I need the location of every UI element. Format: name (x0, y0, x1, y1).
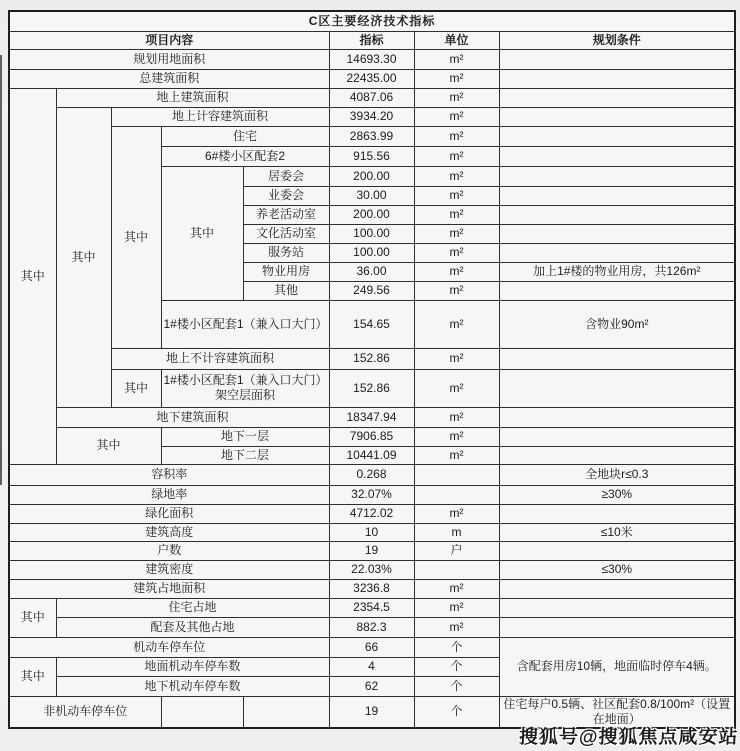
cell-value: 10441.09 (329, 446, 414, 464)
cell-unit: m² (414, 407, 499, 427)
cell-condition (499, 369, 735, 407)
cell-value: 10 (329, 523, 414, 541)
cell-unit (414, 464, 499, 485)
cell-condition (499, 146, 735, 166)
cell-unit: 个 (414, 657, 499, 676)
cell-condition (499, 348, 735, 369)
cell-value: 7906.85 (329, 427, 414, 446)
cell-unit: m² (414, 427, 499, 446)
cell-condition (499, 617, 735, 637)
cell-value: 0.268 (329, 464, 414, 485)
cell-condition (499, 427, 735, 446)
cell-condition: 全地块r≤0.3 (499, 464, 735, 485)
cell-item (161, 369, 329, 407)
table-row (9, 107, 735, 126)
cell-item: 机动车停车位 (9, 637, 329, 657)
table-row (9, 637, 735, 657)
cell-value: 152.86 (329, 348, 414, 369)
cell-item: 业委会 (243, 186, 329, 205)
cell-value: 249.56 (329, 281, 414, 300)
cell-unit: m² (414, 166, 499, 186)
cell-unit: 个 (414, 676, 499, 696)
cell-value: 30.00 (329, 186, 414, 205)
cell-unit: m² (414, 107, 499, 126)
cell-unit: m² (414, 598, 499, 617)
cell-value: 4087.06 (329, 88, 414, 107)
cell-value: 36.00 (329, 262, 414, 281)
cell-item: 地上不计容建筑面积 (111, 348, 329, 369)
cell-unit: m² (414, 69, 499, 88)
group-label-of-which: 其中 (9, 598, 56, 637)
cell-condition: ≤10米 (499, 523, 735, 541)
cell-item: 规划用地面积 (9, 49, 329, 69)
cell-unit: m² (414, 369, 499, 407)
cell-value: 22.03% (329, 560, 414, 579)
cell-item: 文化活动室 (243, 224, 329, 243)
cell-condition (499, 49, 735, 69)
cell-unit: m² (414, 88, 499, 107)
cell-value: 154.65 (329, 300, 414, 348)
cell-value: 66 (329, 637, 414, 657)
cell-value: 915.56 (329, 146, 414, 166)
cell-item: 户数 (9, 541, 329, 560)
cell-condition (499, 107, 735, 126)
table-row (9, 427, 735, 446)
cell-unit: m² (414, 243, 499, 262)
table-header-row (9, 31, 735, 49)
cell-value: 22435.00 (329, 69, 414, 88)
cell-unit: m² (414, 186, 499, 205)
cell-condition (499, 579, 735, 598)
table-row (9, 485, 735, 504)
cell-unit (414, 485, 499, 504)
table-row (9, 541, 735, 560)
cell-item: 其他 (243, 281, 329, 300)
cell-item: 地上建筑面积 (56, 88, 329, 107)
group-label-of-which: 其中 (161, 166, 243, 300)
cell-condition (499, 224, 735, 243)
cell-value: 4 (329, 657, 414, 676)
table-row (9, 369, 735, 407)
cell-condition (499, 166, 735, 186)
cell-item: 绿化面积 (9, 504, 329, 523)
cell-item: 建筑高度 (9, 523, 329, 541)
cell-unit (414, 560, 499, 579)
table-title: C区主要经济技术指标 (9, 11, 735, 31)
cell-item: 住宅 (161, 126, 329, 146)
cell-condition (499, 69, 735, 88)
table-row (9, 88, 735, 107)
cell-unit: m (414, 523, 499, 541)
cell-item: 住宅占地 (56, 598, 329, 617)
cell-unit: m² (414, 262, 499, 281)
cell-empty (243, 696, 329, 728)
cell-unit: m² (414, 579, 499, 598)
column-header-value: 指标 (329, 31, 414, 49)
cell-condition: ≥30% (499, 485, 735, 504)
cell-condition: 加上1#楼的物业用房，共126m² (499, 262, 735, 281)
cell-unit: m² (414, 49, 499, 69)
table-row (9, 504, 735, 523)
photo-scan-edge (0, 55, 2, 485)
cell-unit: 个 (414, 696, 499, 728)
cell-condition (499, 281, 735, 300)
table-row (9, 126, 735, 146)
cell-value: 14693.30 (329, 49, 414, 69)
column-header-unit: 单位 (414, 31, 499, 49)
cell-value: 3236.8 (329, 579, 414, 598)
cell-unit: m² (414, 281, 499, 300)
cell-value: 152.86 (329, 369, 414, 407)
cell-item: 建筑占地面积 (9, 579, 329, 598)
cell-condition: 含物业90m² (499, 300, 735, 348)
cell-empty (161, 696, 243, 728)
cell-condition: ≤30% (499, 560, 735, 579)
watermark: 搜狐号@搜狐焦点咸安站 (519, 727, 740, 748)
table-row (9, 523, 735, 541)
group-label-of-which: 其中 (111, 369, 161, 407)
table-row (9, 407, 735, 427)
table-row (9, 49, 735, 69)
cell-value: 200.00 (329, 166, 414, 186)
cell-condition: 住宅每户0.5辆、社区配套0.8/100m²（设置在地面） (499, 696, 735, 728)
cell-value: 19 (329, 541, 414, 560)
cell-value: 2354.5 (329, 598, 414, 617)
cell-unit: m² (414, 205, 499, 224)
cell-unit: 个 (414, 637, 499, 657)
cell-value: 100.00 (329, 224, 414, 243)
table-row (9, 348, 735, 369)
cell-item: 总建筑面积 (9, 69, 329, 88)
table-row (9, 464, 735, 485)
cell-item: 绿地率 (9, 485, 329, 504)
cell-unit: m² (414, 224, 499, 243)
cell-unit: m² (414, 146, 499, 166)
cell-item-line1: 1#楼小区配套1（兼入口大门） (163, 373, 328, 387)
cell-value: 100.00 (329, 243, 414, 262)
cell-condition (499, 186, 735, 205)
cell-condition: 含配套用房10辆，地面临时停车4辆。 (499, 637, 735, 696)
table-row (9, 69, 735, 88)
group-label-of-which: 其中 (56, 427, 161, 464)
column-header-item: 项目内容 (9, 31, 329, 49)
cell-item: 容积率 (9, 464, 329, 485)
cell-item: 养老活动室 (243, 205, 329, 224)
cell-item: 地下二层 (161, 446, 329, 464)
cell-item: 地面机动车停车数 (56, 657, 329, 676)
cell-condition (499, 243, 735, 262)
cell-item: 居委会 (243, 166, 329, 186)
table-row (9, 617, 735, 637)
cell-item: 6#楼小区配套2 (161, 146, 329, 166)
cell-unit: m² (414, 300, 499, 348)
cell-item: 建筑密度 (9, 560, 329, 579)
cell-item: 配套及其他占地 (56, 617, 329, 637)
cell-condition (499, 126, 735, 146)
group-label-of-which: 其中 (111, 126, 161, 348)
cell-value: 882.3 (329, 617, 414, 637)
cell-value: 2863.99 (329, 126, 414, 146)
cell-value: 32.07% (329, 485, 414, 504)
cell-condition (499, 407, 735, 427)
cell-value: 62 (329, 676, 414, 696)
group-label-of-which: 其中 (9, 88, 56, 464)
cell-condition (499, 541, 735, 560)
cell-item: 非机动车停车位 (9, 696, 161, 728)
cell-condition (499, 88, 735, 107)
cell-value: 200.00 (329, 205, 414, 224)
cell-item: 服务站 (243, 243, 329, 262)
cell-value: 3934.20 (329, 107, 414, 126)
cell-value: 19 (329, 696, 414, 728)
cell-value: 4712.02 (329, 504, 414, 523)
cell-item-line2: 架空层面积 (214, 388, 275, 402)
cell-item: 地上计容建筑面积 (111, 107, 329, 126)
cell-unit: m² (414, 504, 499, 523)
table-row (9, 560, 735, 579)
table-row (9, 598, 735, 617)
cell-condition (499, 205, 735, 224)
cell-condition (499, 446, 735, 464)
column-header-condition: 规划条件 (499, 31, 735, 49)
cell-condition (499, 598, 735, 617)
cell-condition (499, 504, 735, 523)
table-row (9, 579, 735, 598)
cell-unit: m² (414, 446, 499, 464)
cell-unit: m² (414, 617, 499, 637)
cell-item: 1#楼小区配套1（兼入口大门） (161, 300, 329, 348)
table-row (9, 11, 735, 31)
cell-unit: m² (414, 348, 499, 369)
cell-item: 地下建筑面积 (56, 407, 329, 427)
group-label-of-which: 其中 (9, 657, 56, 696)
cell-value: 18347.94 (329, 407, 414, 427)
group-label-of-which: 其中 (56, 107, 111, 407)
cell-unit: m² (414, 126, 499, 146)
cell-item: 地下机动车停车数 (56, 676, 329, 696)
cell-item: 地下一层 (161, 427, 329, 446)
economic-indicators-table (8, 10, 736, 729)
cell-item: 物业用房 (243, 262, 329, 281)
cell-unit: 户 (414, 541, 499, 560)
